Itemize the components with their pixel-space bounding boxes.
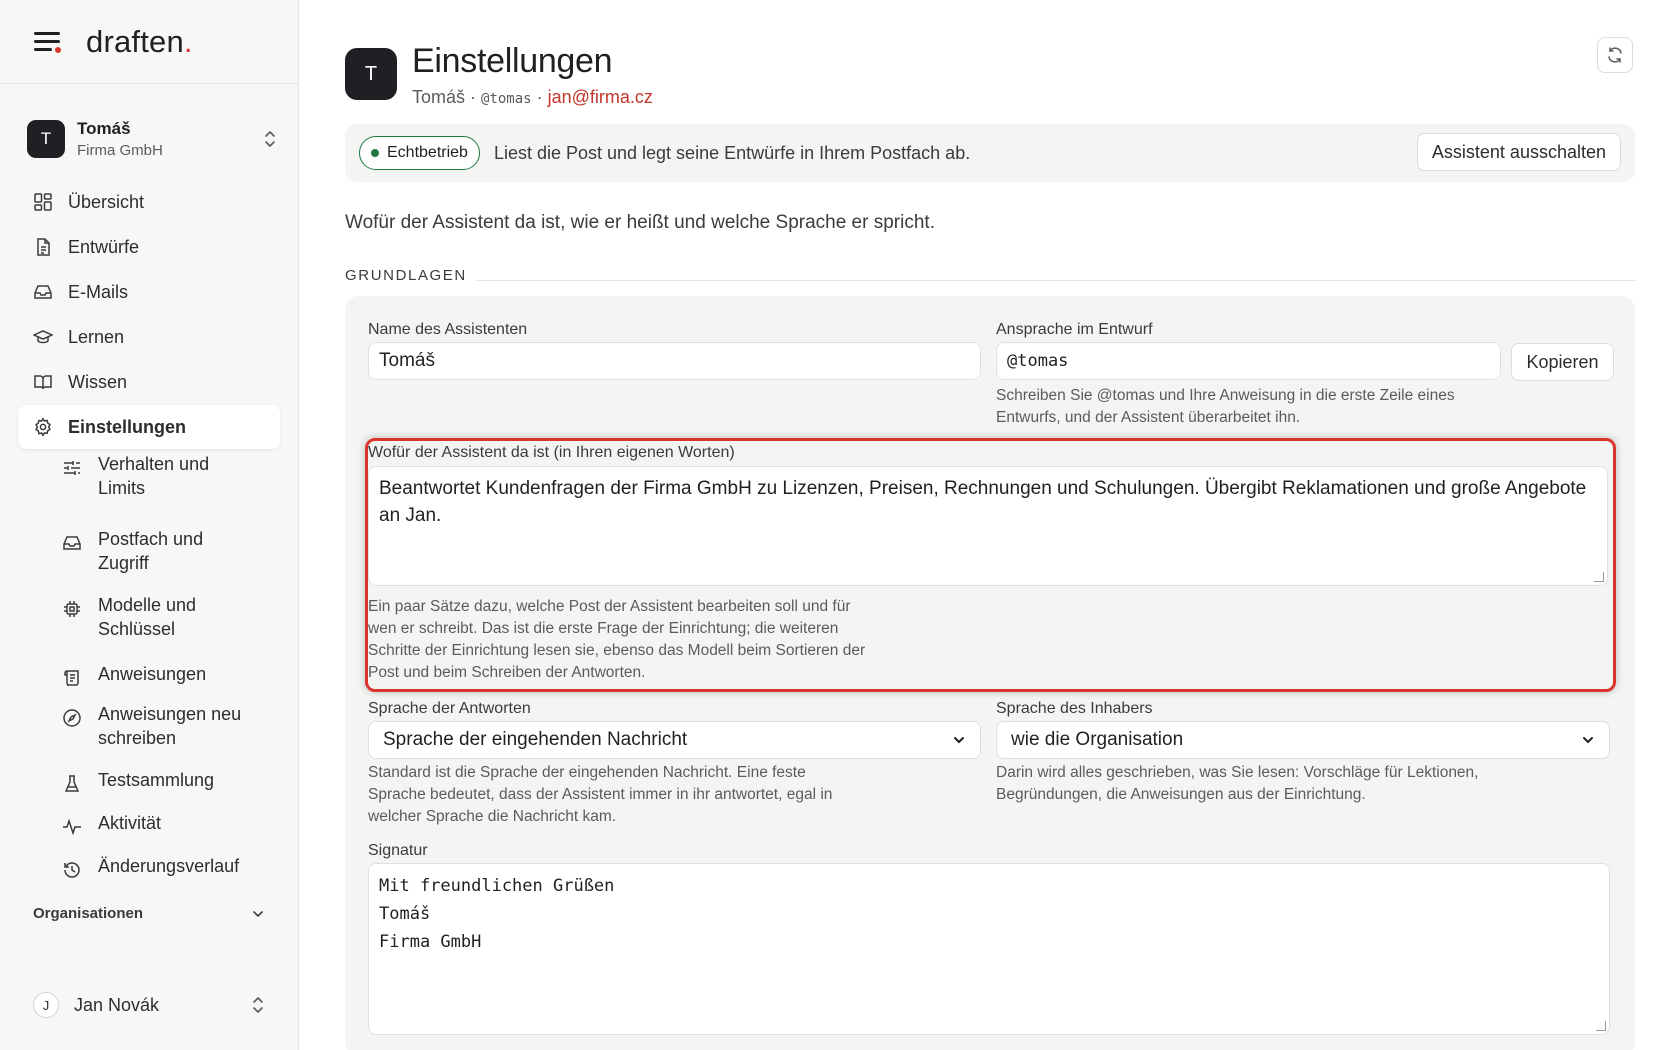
subnav-item-testset[interactable] [62, 768, 278, 794]
purpose-help: Ein paar Sätze dazu, welche Post der Assistent bearbeiten soll und für wen er schreibt. Das ist die erste Frage der Einrichtung; die weiteren Schritte der Einrichtung lesen sie, ebenso das Modell beim Sortieren der Post und beim Schreiben der Antworten. [368, 598, 866, 681]
section-divider [477, 280, 1635, 281]
user-name: Jan Novák [74, 994, 160, 1015]
status-badge: Echtbetrieb [359, 136, 480, 170]
assistant-handle: @tomas [481, 91, 532, 107]
activity-icon [62, 817, 82, 837]
assistant-avatar: T [345, 48, 397, 100]
assistant-identity: Tomáš · @tomas · jan@firma.cz [412, 87, 653, 107]
subnav-label: Verhalten und Limits [98, 454, 210, 498]
nav-item-emails[interactable] [18, 270, 280, 314]
signature-label: Signatur [368, 842, 428, 859]
purpose-label: Wofür der Assistent da ist (in Ihren eigenen Worten) [368, 444, 735, 461]
nav-label: Lernen [68, 326, 125, 347]
owner-language-label: Sprache des Inhabers [996, 700, 1153, 717]
chevron-down-icon [251, 907, 265, 921]
nav-item-drafts[interactable] [18, 225, 280, 269]
page-header [345, 42, 653, 108]
chevron-down-icon [1581, 733, 1595, 747]
subnav-item-history[interactable] [62, 854, 278, 880]
owner-language-help: Darin wird alles geschrieben, was Sie lesen: Vorschläge für Lektionen, Begründungen, die Anweisungen aus der Einrichtung. [996, 764, 1479, 803]
user-menu[interactable] [33, 992, 265, 1018]
assistant-name: Tomáš [412, 87, 466, 107]
nav-item-knowledge[interactable] [18, 360, 280, 404]
reply-language-label: Sprache der Antworten [368, 700, 531, 717]
account-org: Firma GmbH [77, 142, 163, 159]
status-bar [345, 124, 1635, 182]
inbox-icon [33, 282, 53, 302]
sidebar [0, 0, 299, 1050]
subnav-label: Postfach und Zugriff [98, 529, 204, 573]
nav-item-overview[interactable] [18, 180, 280, 224]
address-help: Schreiben Sie @tomas und Ihre Anweisung in die erste Zeile eines Entwurfs, und der Assistent überarbeitet ihn. [996, 387, 1455, 426]
compass-icon [62, 708, 82, 728]
nav-item-settings[interactable] [18, 405, 280, 449]
nav-item-learn[interactable] [18, 315, 280, 359]
organisations-toggle[interactable] [33, 905, 265, 922]
section-heading: GRUNDLAGEN [345, 267, 467, 284]
menu-icon[interactable] [34, 31, 62, 53]
signature-textarea[interactable]: Mit freundlichen Grüßen Tomáš Firma GmbH [368, 863, 1610, 1035]
subnav-label: Testsammlung [98, 770, 215, 790]
flask-icon [62, 774, 82, 794]
account-avatar: T [27, 120, 65, 158]
account-switcher[interactable] [27, 117, 277, 161]
account-name: Tomáš [77, 119, 131, 138]
chevron-down-icon [952, 733, 966, 747]
name-input[interactable]: Tomáš [368, 342, 981, 380]
history-icon [62, 860, 82, 880]
reply-language-help: Standard ist die Sprache der eingehenden Nachricht. Eine feste Sprache bedeutet, dass der Assistent immer in ihr antwortet, egal in welcher Sprache die Nachricht kam. [368, 764, 833, 825]
subnav-label: Änderungsverlauf [98, 856, 240, 876]
nav-label: E-Mails [68, 281, 129, 302]
gear-icon [33, 417, 53, 437]
nav-label: Einstellungen [68, 416, 187, 437]
subnav-label: Aktivität [98, 813, 162, 833]
page-title: Einstellungen [412, 42, 613, 80]
copy-button[interactable]: Kopieren [1511, 343, 1614, 381]
reply-language-select[interactable]: Sprache der eingehenden Nachricht [368, 721, 981, 759]
subnav-label: Anweisungen neu schreiben [98, 704, 242, 748]
dashboard-icon [33, 192, 53, 212]
refresh-button[interactable] [1597, 37, 1633, 73]
subnav-item-mailbox[interactable] [62, 527, 258, 575]
subnav-item-instructions[interactable] [62, 662, 278, 688]
logo[interactable]: draften. [86, 23, 193, 59]
refresh-icon [1606, 46, 1624, 64]
resize-handle[interactable] [1594, 572, 1604, 582]
nav-label: Übersicht [68, 191, 145, 212]
cpu-icon [62, 599, 82, 619]
sliders-icon [62, 458, 82, 478]
chevron-updown-icon [251, 995, 265, 1015]
book-icon [33, 372, 53, 392]
nav-label: Entwürfe [68, 236, 140, 257]
subnav-label: Modelle und Schlüssel [98, 595, 197, 639]
subnav-item-activity[interactable] [62, 811, 278, 837]
section-intro: Wofür der Assistent da ist, wie er heißt und welche Sprache er spricht. [345, 212, 935, 233]
scroll-icon [62, 668, 82, 688]
resize-handle[interactable] [1596, 1021, 1606, 1031]
disable-assistant-button[interactable]: Assistent ausschalten [1417, 133, 1621, 171]
main-nav [18, 180, 280, 450]
subnav-item-models[interactable] [62, 593, 258, 641]
status-text: Liest die Post und legt seine Entwürfe in Ihrem Postfach ab. [493, 142, 971, 163]
graduation-cap-icon [33, 327, 53, 347]
user-avatar: J [33, 992, 59, 1018]
subnav-item-rewrite[interactable] [62, 702, 258, 750]
address-label: Ansprache im Entwurf [996, 321, 1153, 338]
subnav-item-behaviour[interactable] [62, 452, 258, 500]
organisations-label: Organisationen [33, 905, 144, 922]
assistant-email[interactable]: jan@firma.cz [547, 87, 653, 107]
basics-card [345, 296, 1635, 1050]
brand-bar [0, 0, 298, 84]
chevron-updown-icon [263, 129, 277, 149]
name-label: Name des Assistenten [368, 321, 528, 338]
purpose-textarea[interactable]: Beantwortet Kundenfragen der Firma GmbH zu Lizenzen, Preisen, Rechnungen und Schulungen. Übergibt Reklamationen und große Angebote an Jan. [368, 466, 1608, 586]
subnav-label: Anweisungen [98, 664, 207, 684]
inbox-icon [62, 533, 82, 553]
nav-label: Wissen [68, 371, 128, 392]
address-input[interactable]: @tomas [996, 342, 1501, 380]
document-icon [33, 237, 53, 257]
owner-language-select[interactable]: wie die Organisation [996, 721, 1610, 759]
